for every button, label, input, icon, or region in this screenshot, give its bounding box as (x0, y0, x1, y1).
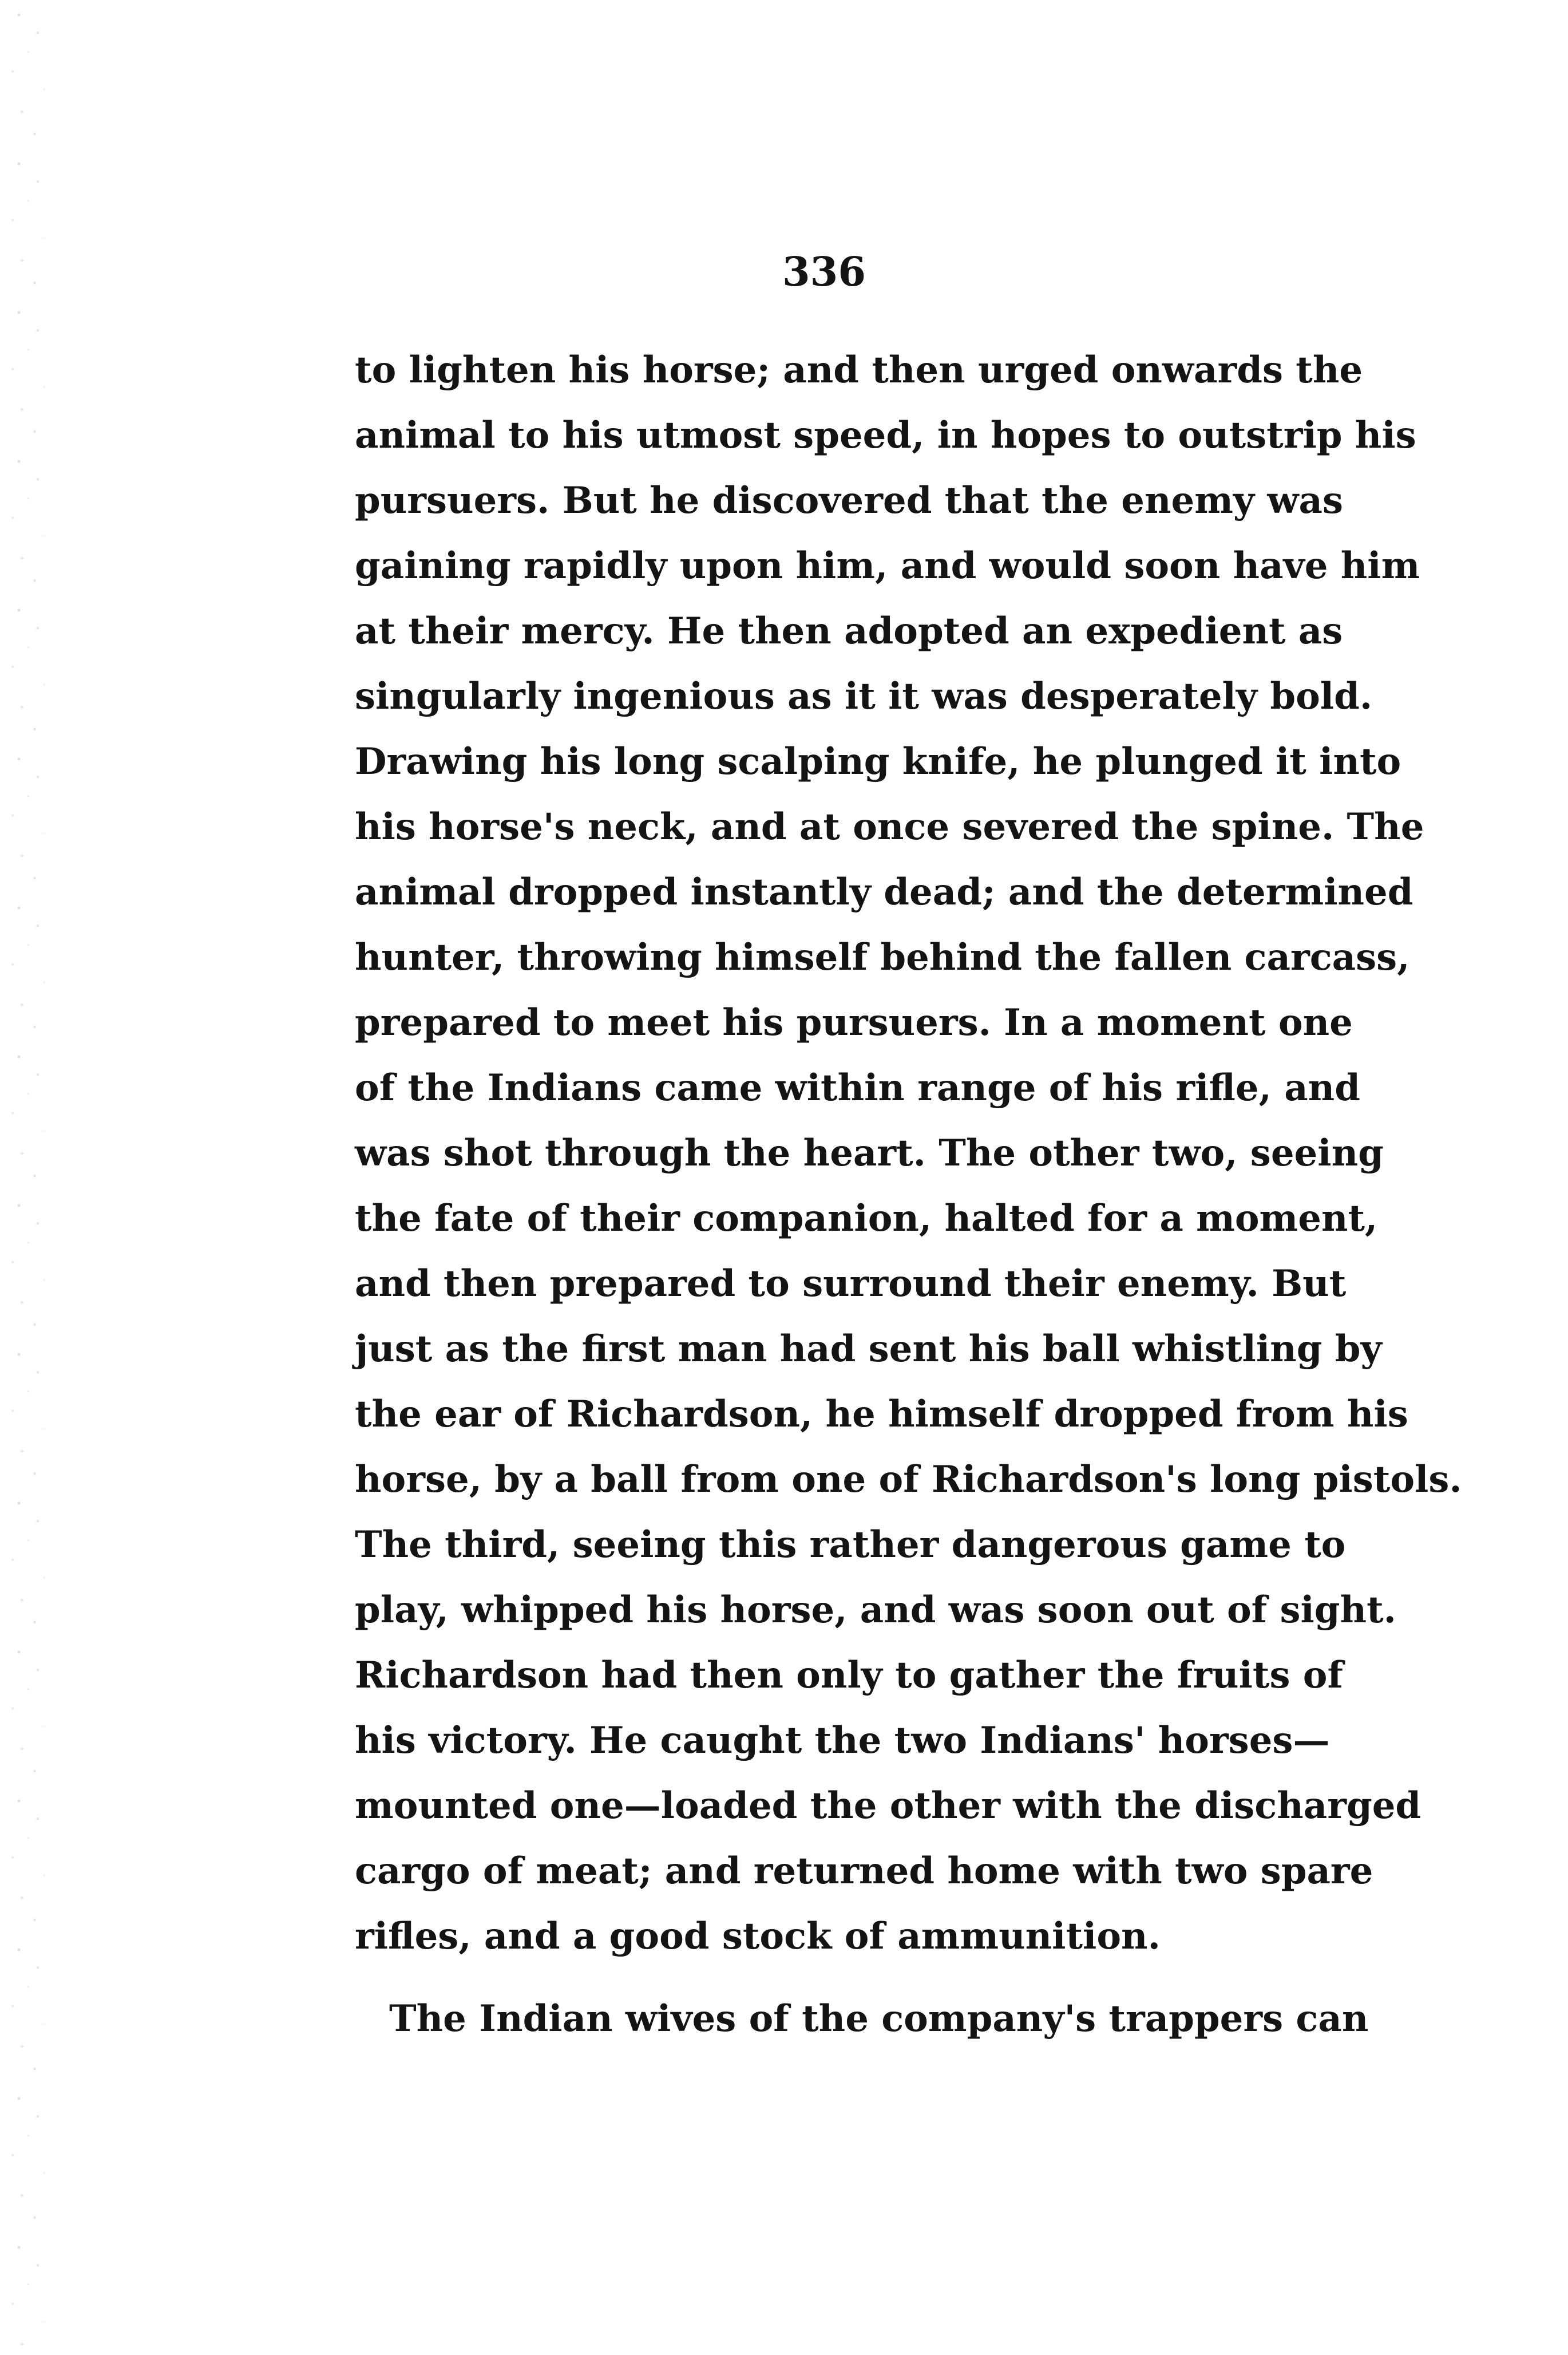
text-line-17: the ear of Richardson, he himself dropped from his (355, 1393, 1408, 1436)
text-line-24: cargo of meat; and returned home with two spare (355, 1850, 1373, 1892)
text-line-1: to lighten his horse; and then urged onwards the (355, 349, 1363, 392)
next-paragraph-line: The Indian wives of the company's trappers can (389, 1997, 1369, 2040)
text-line-10: hunter, throwing himself behind the fallen carcass, (355, 936, 1410, 979)
text-line-16: just as the first man had sent his ball whistling by (355, 1327, 1382, 1370)
paragraph-gap (355, 1969, 1270, 1986)
text-line-6: singularly ingenious as it it was desperately bold. (355, 675, 1373, 718)
text-line-23: mounted one—loaded the other with the discharged (355, 1784, 1422, 1827)
text-line-4: gaining rapidly upon him, and would soon have him (355, 544, 1420, 587)
text-line-5: at their mercy. He then adopted an expedient as (355, 610, 1343, 653)
text-line-25: rifles, and a good stock of ammunition. (355, 1915, 1161, 1958)
text-line-20: play, whipped his horse, and was soon out of sight. (355, 1589, 1396, 1631)
body-text (355, 338, 1462, 2052)
text-line-11: prepared to meet his pursuers. In a moment one (355, 1001, 1353, 1044)
text-line-2: animal to his utmost speed, in hopes to outstrip his (355, 414, 1416, 457)
text-line-8: his horse's neck, and at once severed the spine. The (355, 805, 1424, 848)
text-line-7: Drawing his long scalping knife, he plunged it into (355, 740, 1401, 783)
text-line-3: pursuers. But he discovered that the enemy was (355, 479, 1343, 522)
text-line-15: and then prepared to surround their enemy. But (355, 1262, 1347, 1305)
page-edge-speckle (0, 0, 63, 2355)
text-line-13: was shot through the heart. The other two, seeing (355, 1132, 1384, 1175)
text-line-21: Richardson had then only to gather the fruits of (355, 1654, 1343, 1697)
text-line-18: horse, by a ball from one of Richardson's long pistols. (355, 1458, 1462, 1501)
text-line-19: The third, seeing this rather dangerous game to (355, 1523, 1346, 1566)
text-line-14: the fate of their companion, halted for a moment, (355, 1197, 1378, 1240)
text-line-9: animal dropped instantly dead; and the determined (355, 871, 1413, 914)
text-line-12: of the Indians came within range of his rifle, and (355, 1066, 1360, 1109)
text-line-22: his victory. He caught the two Indians' horses— (355, 1719, 1330, 1762)
page-number: 336 (782, 248, 866, 295)
